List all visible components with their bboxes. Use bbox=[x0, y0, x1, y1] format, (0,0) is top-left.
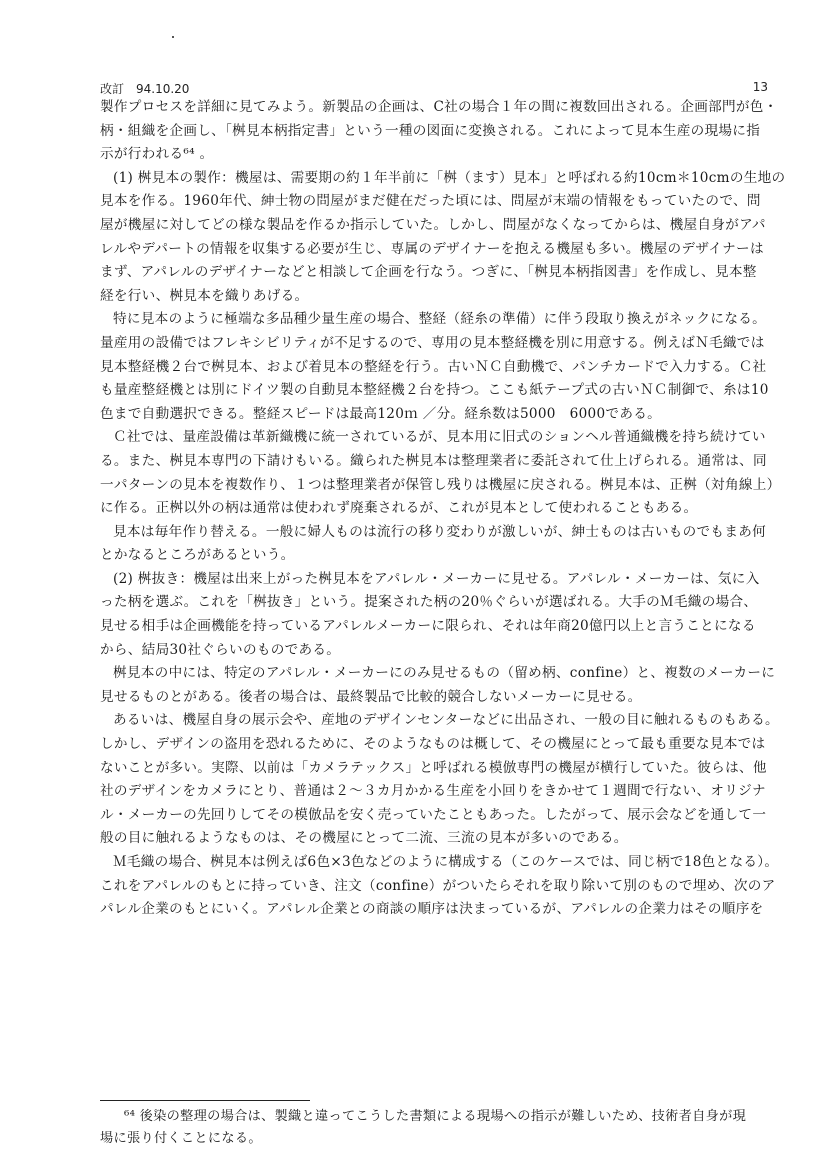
text-line: パレル企業のもとにいく。アパレル企業との商談の順序は決まっているが、アパレルの企業力はその順序を bbox=[100, 901, 764, 918]
text-line: (2) 桝抜き：機屋は出来上がった桝見本をアパレル・メーカーに見せる。アパレル・メーカーは、気に入 bbox=[113, 570, 760, 587]
revision-date: 改訂 94.10.20 bbox=[100, 82, 190, 96]
text-line: 製作プロセスを詳細に見てみよう。新製品の企画は、C社の場合１年の間に複数回出される。企画部門が色・ bbox=[100, 99, 778, 115]
text-line: 見本整経機２台で桝見本、および着見本の整経を行う。古いＮＣ自動機で、パンチカードで入力する。Ｃ社 bbox=[100, 358, 767, 375]
text-line: まず、アパレルのデザイナーなどと相談して企画を行なう。つぎに、「桝見本柄指図書」を作成し、見本整 bbox=[100, 264, 757, 281]
text-line: 屋が機屋に対してどの様な製品を作るか指示していた。しかし、問屋がなくなってからは、機屋自身がアパ bbox=[100, 216, 766, 233]
text-line: (1) 桝見本の製作：機屋は、需要期の約１年半前に「桝（ます）見本」と呼ばれる約10cm＊10cmの生地の bbox=[113, 169, 786, 186]
text-line: しかし、デザインの盗用を恐れるために、そのようなものは概して、その機屋にとって最も重要な見本では bbox=[100, 736, 766, 753]
text-line: 特に見本のように極端な多品種少量生産の場合、整経（経糸の準備）に伴う段取り換えがネックになる。 bbox=[113, 311, 767, 328]
text-line: 般の目に触れるようなものは、その機屋にとって二流、三流の見本が多いのである。 bbox=[100, 830, 628, 847]
text-line: から、結局30社ぐらいのものである。 bbox=[100, 641, 341, 658]
page-number: 13 bbox=[752, 80, 768, 94]
text-line: 見本を作る。1960年代、紳士物の問屋がまだ健在だった頃には、問屋が末端の情報をもっていたので、問 bbox=[100, 193, 761, 210]
footnote-divider bbox=[100, 1100, 310, 1101]
text-line: 見本は毎年作り替える。一般に婦人ものは流行の移り変わりが激しいが、紳士ものは古いものでもまあ何 bbox=[113, 523, 767, 540]
text-line: 見せるものとがある。後者の場合は、最終製品で比較的競合しないメーカーに見せる。 bbox=[100, 688, 642, 705]
body-text bbox=[100, 96, 790, 922]
text-line: 社のデザインをカメラにとり、普通は２～３カ月かかる生産を小回りをきかせて１週間で行ない、オリジナ bbox=[100, 783, 766, 800]
text-line: 示が行われる⁶⁴ 。 bbox=[100, 146, 214, 163]
text-line: 色まで自動選択できる。整経スピードは最高120ｍ ／分。経糸数は5000 6000である。 bbox=[100, 405, 662, 422]
text-line: 経を行い、桝見本を織りあげる。 bbox=[100, 287, 309, 304]
footnote-line: 場に張り付くことになる。 bbox=[100, 1131, 262, 1146]
scan-speck bbox=[172, 36, 174, 38]
text-line: 一パターンの見本を複数作り、１つは整理業者が保管し残りは機屋に戻される。桝見本は、正桝（対角線上） bbox=[100, 476, 781, 493]
text-line: ル・メーカーの先回りしてその模倣品を安く売っていたこともあった。したがって、展示会などを通して一 bbox=[100, 806, 767, 823]
text-line: 桝見本の中には、特定のアパレル・メーカーにのみ見せるもの（留め柄、confine）と、複数のメーカーに bbox=[113, 665, 776, 682]
text-line: に作る。正桝以外の柄は通常は使われず廃棄されるが、これが見本として使われることもある。 bbox=[100, 500, 698, 517]
text-line: これをアパレルのもとに持っていき、注文（confine）がついたらそれを取り除いて別のもので埋め、次のア bbox=[100, 877, 776, 894]
text-line: とかなるところがあるという。 bbox=[100, 547, 295, 564]
text-line: Ｍ毛織の場合、桝見本は例えば6色×3色などのように構成する（このケースでは、同じ柄で18色となる）。 bbox=[113, 854, 779, 870]
text-line: も量産整経機とは別にドイツ製の自動見本整経機２台を持つ。ここも紙テープ式の古いＮＣ制御で、糸は10 bbox=[100, 382, 769, 399]
footnote bbox=[100, 1106, 790, 1150]
text-line: った柄を選ぶ。これを「桝抜き」という。提案された柄の20％ぐらいが選ばれる。大手のＭ毛織の場合、 bbox=[100, 594, 758, 611]
text-line: レルやデパートの情報を収集する必要が生じ、専属のデザイナーを抱える機屋も多い。機屋のデザイナーは bbox=[100, 240, 764, 257]
text-line: Ｃ社では、量産設備は革新織機に統一されているが、見本用に旧式のションヘル普通織機を持ち続けてい bbox=[113, 429, 766, 446]
text-line: 柄・組織を企画し、「桝見本柄指定書」という一種の図面に変換される。これによって見本生産の現場に指 bbox=[100, 122, 761, 139]
text-line: 見せる相手は企画機能を持っているアパレルメーカーに限られ、それは年商20億円以上と言うことになる bbox=[100, 618, 756, 635]
text-line: る。また、桝見本専門の下請けもいる。織られた桝見本は整理業者に委託されて仕上げられる。通常は、同 bbox=[100, 452, 767, 469]
text-line: ないことが多い。実際、以前は「カメラテックス」と呼ばれる模倣専門の機屋が横行していた。彼らは、他 bbox=[100, 759, 767, 776]
text-line: あるいは、機屋自身の展示会や、産地のデザインセンターなどに出品され、一般の目に触れるものもある。 bbox=[113, 712, 779, 729]
text-line: 量産用の設備ではフレキシビリティが不足するので、専用の見本整経機を別に用意する。例えばＮ毛織では bbox=[100, 334, 765, 351]
footnote-line: ⁶⁴ 後染の整理の場合は、製織と違ってこうした書類による現場への指示が難しいため、技術者自身が現 bbox=[124, 1109, 747, 1124]
